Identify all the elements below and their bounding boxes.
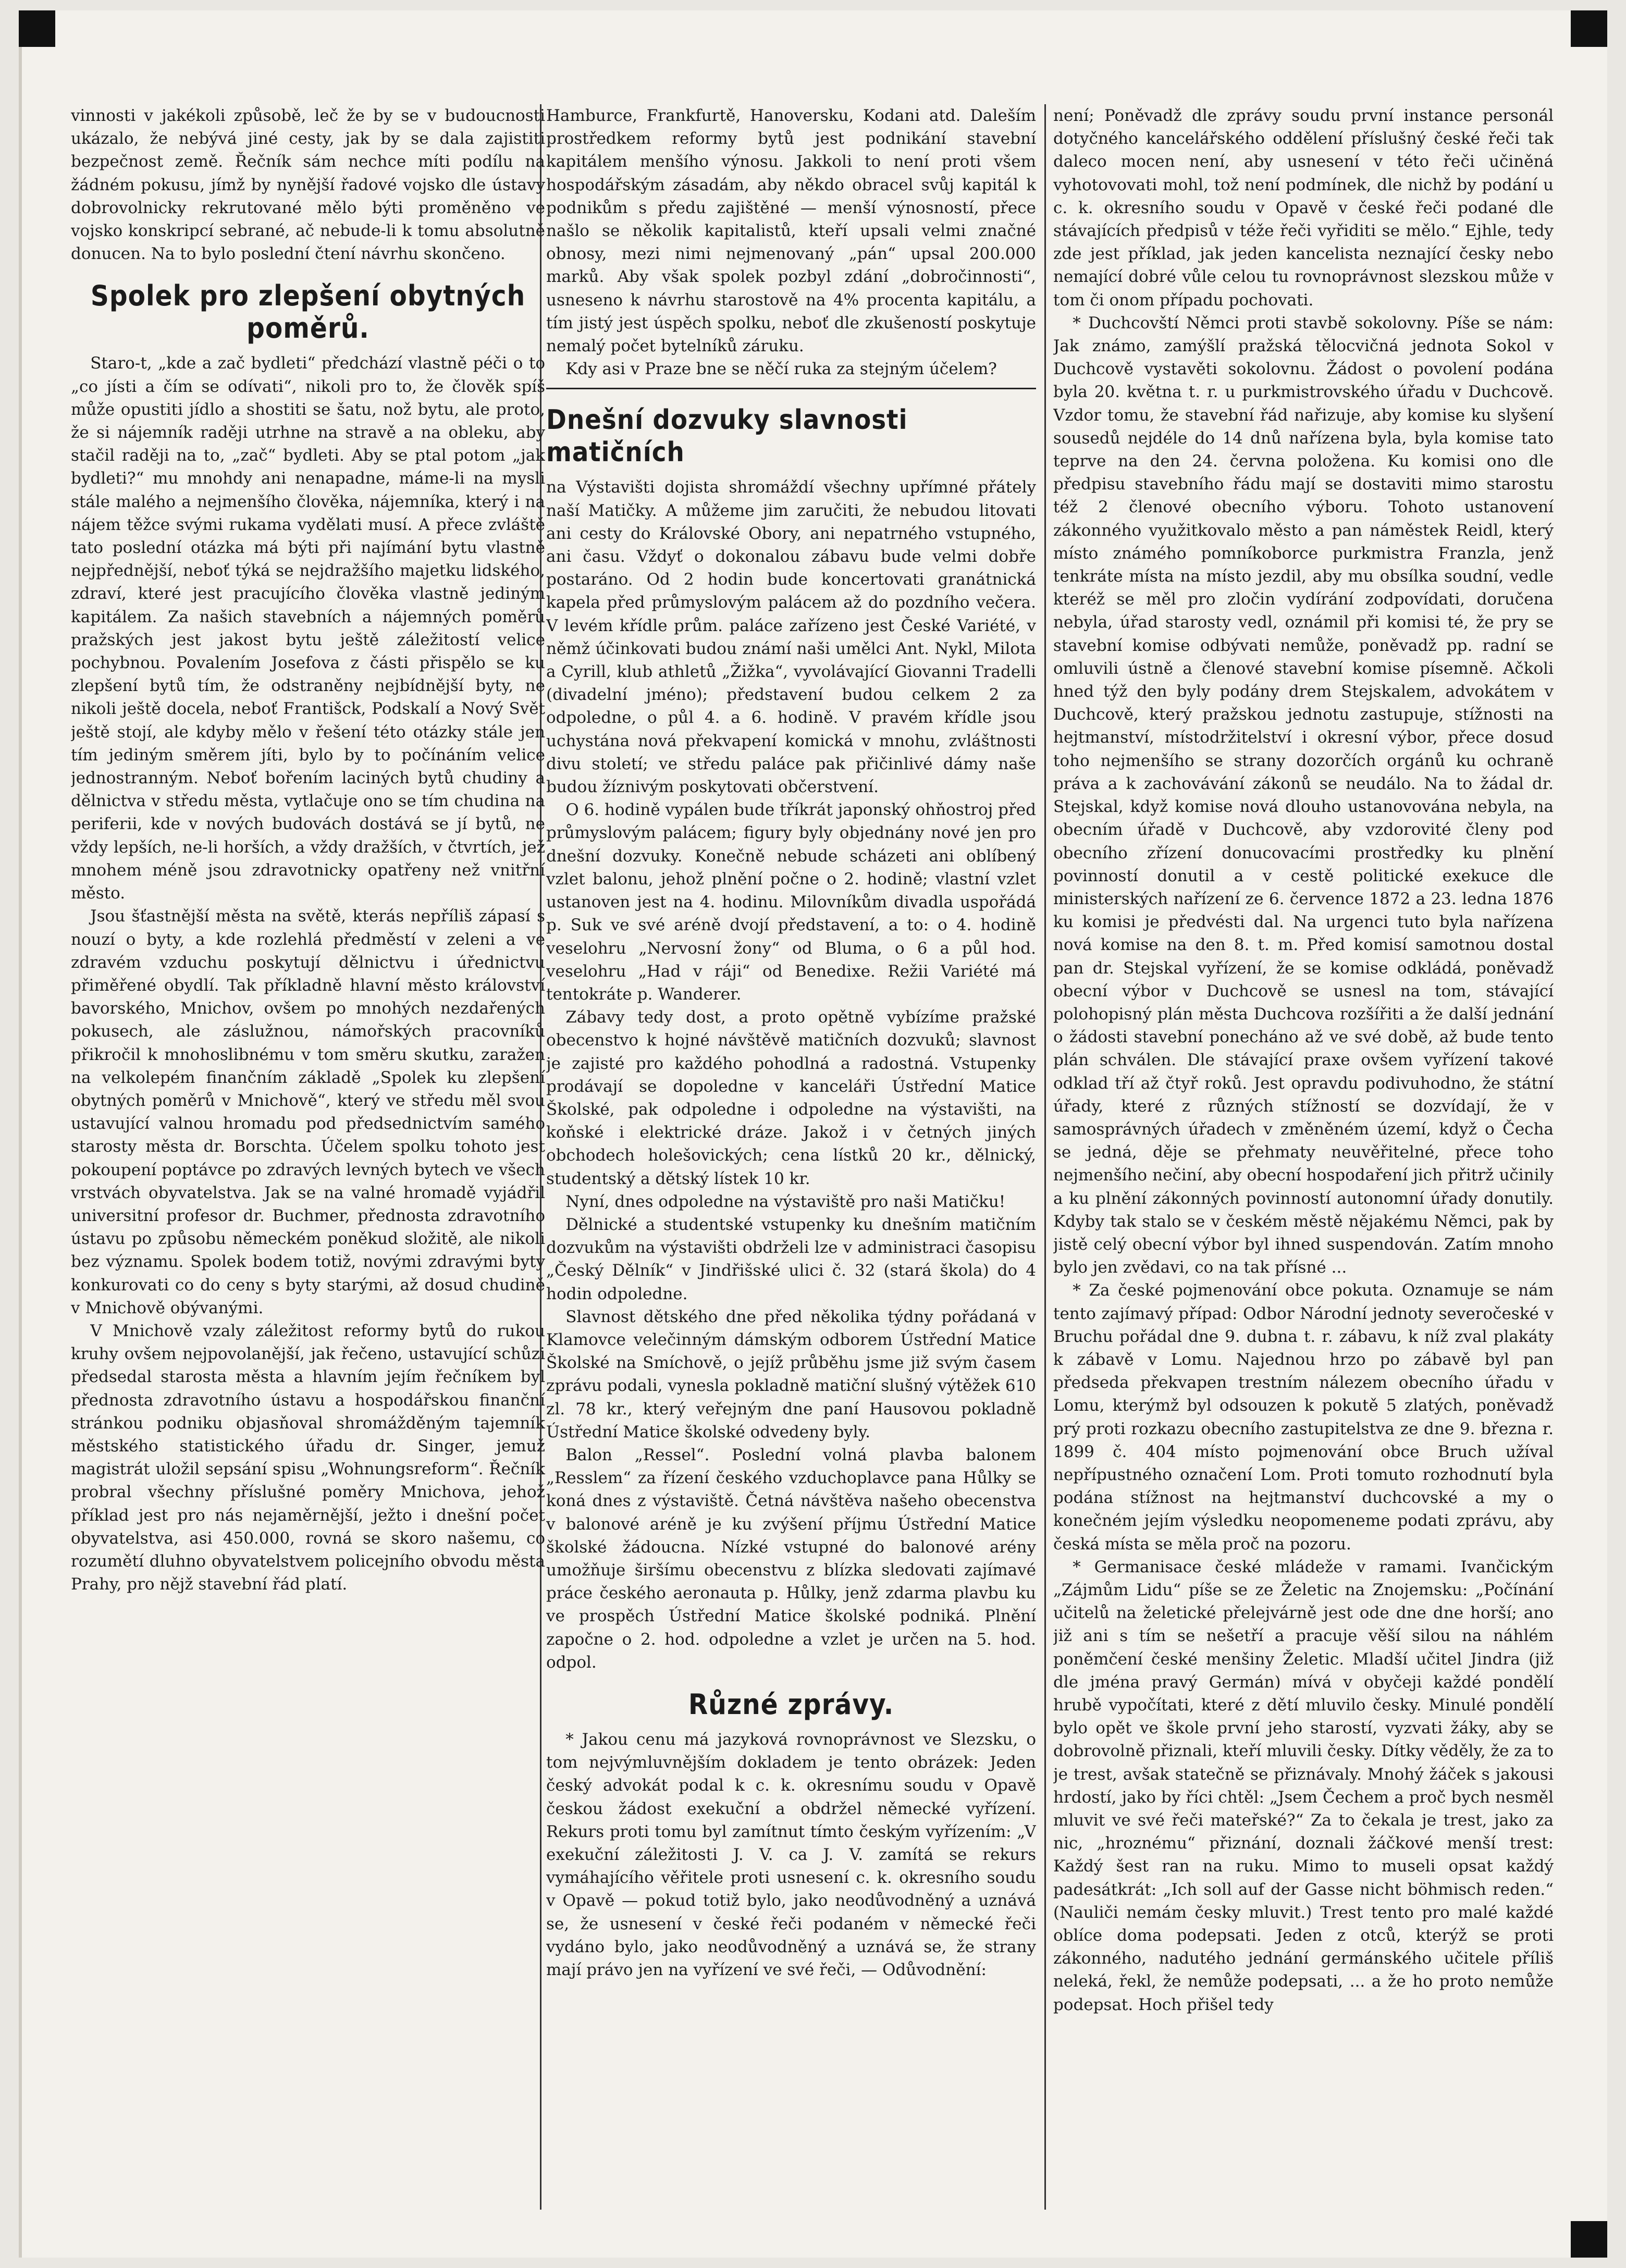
paragraph: Zábavy tedy dost, a proto opětně vybízíme pražské obecenstvo k hojné návštěvě matičních dozvuků; slavnost je zajisté pro každého pohodlná a radostná. Vstupenky prodávají se dopoledne v kanceláři Ústřední Matice Školské, pak odpoledne i odpoledne na výstavišti, na koňské i elektrické dráze. Jakož i v četných jiných obchodech holešovických; cena lístků 20 kr., dělnický, studentský a dětský lístek 10 kr. bbox=[546, 1008, 1036, 1188]
section-heading-dozvuky: Dnešní dozvuky slavnosti matičních bbox=[546, 404, 908, 469]
article-continuation: není; Poněvadž dle zprávy soudu první instance personál dotyčného kancelářského oddělení příslušný české řeči tak daleco mocen není, aby usnesení v této řeči učiněná vyhotovovati mohl, tož není podmínek, dle nichž by podání u c. k. okresního soudu v Opavě v české řeči podané dle stávajících předpisů v téže řeči vyřiditi se mělo.“ Ejhle, tedy zde jest příklad, jak jeden kancelista neznající česky nebo nemající dobré vůle celou tu rovnoprávnost slezskou může v tom či onom případu pochovati. bbox=[1053, 106, 1554, 310]
corner-mark-bottom-right bbox=[1571, 2221, 1607, 2258]
paragraph: * Jakou cenu má jazyková rovnoprávnost ve Slezsku, o tom nejvýmluvnějším dokladem je tento obrázek: Jeden český advokát podal k c. k. okresnímu soudu v Opavě českou žádost exekuční a obdržel německé vyřízení. Rekurs proti tomu byl zamítnut tímto českým vyřízením: „V exekuční záležitosti J. V. ca J. V. zamítá se rekurs vymáhajícího věřitele proti usnesení c. k. okresního soudu v Opavě — pokud totiž bylo, jako neodůvodněný a uznává se, že usnesení v české řeči podaném v německé řeči vydáno bylo, jako neodůvodněný a uznává se, že strany mají právo jen na vyřízení ve své řeči, — Odůvodnění: bbox=[546, 1730, 1036, 1980]
paragraph: * Duchcovští Němci proti stavbě sokolovny. Píše se nám: Jak známo, zamýšlí pražská tělocvičná jednota Sokol v Duchcově vystavěti sokolovnu. Žádost o povolení podána byla 20. května t. r. u purkmistrovského úřadu v Duchcově. Vzdor tomu, že stavební řád nařizuje, aby komise ku slyšení sousedů nejdéle do 14 dnů nařízena byla, byla komise tato teprve na den 24. června položena. Ku komisi ono dle předpisu stavebního řádu mají se dostaviti mimo starostu též 2 členové obecního výboru. Tohoto ustanovení zákonného využitkovalo město a pan náměstek Reidl, který místo známého pomníkoborce purkmistra Franzla, jenž tenkráte místa na místo jezdil, aby mu obsílka soudní, vedle kteréž se měl pro zločin vydírání zodpovídati, doručena nebyla, úřad starosty vedl, oznámil při komisi té, že pry se stavební komise odbývati nemůže, poněvadž pp. radní se omluvili ústně a členové stavební komise písemně. Ačkoli hned týž den byly podány drem Stejskalem, advokátem v Duchcově, který pražskou jednotu zastupuje, stížnosti na hejtmanství, místodržitelství i okresní výbor, přece dosud toho nejmenšího se strany dozorčích orgánů ku ochraně práva a k zachovávání zákonů se neudálo. Na to žádal dr. Stejskal, když komise nová dlouho ustanovována nebyla, na obecním úřadě v Duchcově, aby vzdorovité členy pod obecního zřízení donucovacími prostředky ku plnění povinností donutil a v cestě politické exekuce dle ministerských nařízení ze 6. července 1872 a 23. ledna 1876 ku komisi je předvésti dal. Na urgenci tuto byla nařízena nová komise na den 8. t. m. Před komisí samotnou dostal pan dr. Stejskal vyřízení, že se komise odkládá, poněvadž obecní výbor v Duchcově se usnesl na tom, stávající polohopisný plán města Duchcova rozšířiti a že další jednání o žádosti stavební ponecháno až ve své době, až bude tento plán schválen. Dle stávající praxe ovšem vyřízení takové odklad tří až čtyř roků. Jest opravdu podivuhodno, že státní úřady, které z různých stížností se dozvídají, že v samosprávných úřadech v změněném území, když o Čecha se jedná, děje se přehmaty neuvěřitelné, přece toho nejmenšího nečiní, aby obecní hospodaření jich přitrž učinily a ku plnění zákonných povinností autonomní úřady donutily. Kdyby tak stalo se v českém městě nějakému Němci, pak by jistě celý obecní výbor byl ihned suspendován. Zatím mnoho bylo jen zvědavi, co na tak přísné ... bbox=[1053, 313, 1554, 1277]
paragraph: Balon „Ressel“. Poslední volná plavba balonem „Resslem“ za řízení českého vzduchoplavce pana Hůlky se koná dnes z výstaviště. Četná návštěva našeho obecenstva v balonové aréně je ku zvýšení příjmu Ústřední Matice školské žádoucna. Nízké vstupné do balonové arény umožňuje širšímu obecenstvu z blízka sledovati zajímavé práce českého aeronauta p. Hůlky, jenž zdarma plavbu ku ve prospěch Ústřední Matice školské podniká. Plnění započne o 2. hod. odpoledne a vzlet je určen na 5. hod. odpol. bbox=[546, 1445, 1036, 1672]
paragraph: Kdy asi v Praze bne se něčí ruka za stejným účelem? bbox=[565, 360, 997, 379]
page-edge bbox=[19, 10, 22, 2258]
column-rule-2 bbox=[1044, 104, 1046, 2210]
paragraph: Dělnické a studentské vstupenky ku dnešním matičním dozvukům na výstavišti obdrželi lze v administraci časopisu „Český Dělník“ v Jindřišské ulici č. 32 (stará škola) do 4 hodin odpoledne. bbox=[546, 1215, 1036, 1303]
column-middle bbox=[546, 104, 1036, 2210]
paragraph: na Výstavišti dojista shromáždí všechny upřímné přátely naší Matičky. A můžeme jim zaručiti, že nebudou litovati ani cesty do Královské Obory, ani nepatrného vstupného, ani času. Vždyť o dokonalou zábavu bude velmi dobře postaráno. Od 2 hodin bude koncertovati granátnická kapela před průmyslovým palácem až do pozdního večera. V levém křídle prům. paláce zařízeno jest České Variété, v němž účinkovati budou známí naši umělci Ant. Nykl, Milota a Cyrill, klub athletů „Žižka“, vyvolávající Giovanni Tradelli (divadelní jméno); představení budou celkem 2 za odpoledne, o půl 4. a 6. hodině. V pravém křídle jsou uchystána nová překvapení komická v mnohu, zvláštnosti divu století; ve středu paláce pak přičinlivé dámy naše budou žíznivým poskytovati občerstvení. bbox=[546, 478, 1036, 797]
corner-mark-top-left bbox=[19, 10, 55, 47]
article-continuation: Hamburce, Frankfurtě, Hanoversku, Kodani atd. Daleším prostředkem reformy bytů jest podnikání stavební kapitálem menšího výnosu. Jakkoli to není proti všem hospodářským zásadám, aby někdo obracel svůj kapitál k podnikům s předu zajištěné — menší výnosností, přece našlo se několik kapitalistů, kteří upsali velmi značné obnosy, mezi nimi nejmenovaný „pán“ upsal 200.000 marků. Aby však spolek pozbyl zdání „dobročinnosti“, usneseno k návrhu starostově na 4% procenta kapitálu, a tím jistý jest úspěch spolku, neboť dle zkušeností poskytuje nemalý počet bytelníků záruku. bbox=[546, 106, 1036, 356]
section-heading-spolek: Spolek pro zlepšení obytných poměrů. bbox=[90, 279, 526, 345]
paragraph: * Za české pojmenování obce pokuta. Oznamuje se nám tento zajímavý případ: Odbor Národní jednoty severočeské v Bruchu pořádal dne 9. dubna t. r. zábavu, k níž zval plakáty k zábavě v Lomu. Najednou hrzo po zábavě byl pan předseda překvapen trestním nálezem obecního úřadu v Lomu, kterýmž byl odsouzen k pokutě 5 zlatých, poněvadž prý proti rozkazu obecního zastupitelstva ze dne 9. března r. 1899 č. 404 místo pojmenování obce Bruch užíval nepřípustného označení Lom. Proti tomuto rozhodnutí byla podána stížnost na hejtmanství duchcovské a my o konečném jejím výsledku neopomeneme podati zprávu, aby česká místa se měla proč na pozoru. bbox=[1053, 1281, 1554, 1554]
corner-mark-top-right bbox=[1571, 10, 1607, 47]
article-continuation: vinnosti v jakékoli způsobě, leč že by se v budoucnosti ukázalo, že nebývá jiné cesty, jak by se dala zajistiti bezpečnost země. Řečník sám nechce míti podílu na žádném pokusu, jímž by nynější řadové vojsko dle ústavy dobrovolnicky rekrutované mělo býti proměněno ve vojsko konskripcí sebrané, ač nebude-li k tomu absolutně donucen. Na to bylo poslední čtení návrhu skončeno. bbox=[71, 106, 545, 264]
paragraph: * Germanisace české mládeže v ramami. Ivančickým „Zájmům Lidu“ píše se ze Želetic na Znojemsku: „Počínání učitelů na želetické přelejvárně jest ode dne dne horší; ano již ani s tím se nešetří a pracuje věší silou na náhlém poněmčení české menšiny Želetic. Mladší učitel Jindra (již dle jména pravý Germán) mívá v obyčeji každé pondělí hrubě vypočítati, které z dětí mluvilo česky. Minulé pondělí bylo opět ve škole první jeho starostí, vyzvati žáky, aby se dobrovolně přiznali, kteří mluvili česky. Dítky věděly, že za to je trest, avšak statečně se přiznávaly. Mnohý žáček s jakousi hrdostí, jako by říci chtěl: „Jsem Čechem a proč bych nesměl mluvit ve své řeči mateřské?“ Za to čekala je trest, jako za nic, „hroznému“ přiznání, doznali žáčkové menší trest: Každý šest ran na ruku. Mimo to museli opsat každý padesátkrát: „Ich soll auf der Gasse nicht böhmisch reden.“ (Nauliči nemám česky mluvit.) Trest tento pro malé každé oblíce doma podepsati. Jeden z otců, kterýž se proti zákonného, nadutého jednání germánského učitele příliš neleká, řekl, že nemůže podepsati, ... a že ho proto nemůže podepsat. Hoch přišel tedy bbox=[1053, 1557, 1554, 2014]
column-left bbox=[71, 104, 545, 2210]
paragraph: V Mnichově vzaly záležitost reformy bytů do rukou kruhy ovšem nejpovolanější, jak řečeno, ustavující schůzi předsedal starosta města a hlavním jejím řečníkem byl přednosta zdravotního ústavu a hospodářskou finanční stránkou podniku objasňoval shromážděným tajemník městského statistického úřadu dr. Singer, jemuž magistrát uložil sepsání spisu „Wohnungsreform“. Řečník probral všechny příslušné poměry Mnichova, jehož příklad jest pro nás nejaměrnější, ježto i dnešní počet obyvatelstva, asi 450.000, rovná se skoro našemu, co rozumětí dluhno obyvatelstvem policejního obvodu města Prahy, pro nějž stavební řád platí. bbox=[71, 1321, 545, 1594]
paragraph: Staro-t, „kde a zač bydleti“ předchází vlastně péči o to „co jísti a čím se odívati“, nikoli pro to, že člověk spíš může opustiti jídlo a shostiti se šatu, nož bytu, ale proto, že si nájemník raději utrhne na stravě a na obleku, aby stačil raději na to, „zač“ bydleti. Aby se ptal potom „jak bydleti?“ mu mnohdy ani nenapadne, máme-li na mysli stále malého a nejmenšího člověka, nájemníka, který i na nájem těžce svými rukama vydělati musí. A přece zvláště tato poslední otázka má býti při najímání bytu vlastně nejpřednější, neboť týká se nejdražšího majetku lidského, zdraví, které jest pracujícího člověka vlastně jediným kapitálem. Za našich stavebních a nájemných poměrů pražských jest jakost bytu ještě záležitostí velice pochybnou. Povalením Josefova z části přispělo se ku zlepšení bytů tím, že odstraněny nejbídnější byty, ne nikoli ještě docela, neboť Františck, Podskalí a Nový Svět ještě stojí, ale kdyby mělo v řešení této otázky stále jen tím jediným směrem jíti, bylo by to počínáním velice jednostranným. Neboť bořením laciných bytů chudiny a dělnictva v středu města, vytlačuje ono se tím chudina na periferii, kde v nových budovách dostává se jí bytů, ne vždy lepších, ne-li horších, a vždy dražších, v čtvrtích, jež mnohem méně jsou zdravotnicky opatřeny než vnitřní město. bbox=[71, 354, 545, 903]
paragraph: Slavnost dětského dne před několika týdny pořádaná v Klamovce velečinným dámským odborem Ústřední Matice Školské na Smíchově, o jejíž průběhu jsme již svým časem zprávu podali, vynesla pokladně matiční slušný výtěžek 610 zl. 78 kr., který veřejným dne paní Hausovou pokladně Ústřední Matice školské odvedeny byly. bbox=[546, 1307, 1036, 1441]
paragraph: Jsou šťastnější města na světě, kterás nepříliš zápasí s nouzí o byty, a kde rozlehlá předměstí v zeleni a ve zdravém vzduchu poskytují dělnictvu i úřednictvu přiměřené obydlí. Tak příkladně hlavní město království bavorského, Mnichov, ovšem po mnohých nezdařených pokusech, ale záslužnou, námořských pracovníků přikročil k mnohoslibnému v tom směru skutku, zaražen na velkolepém finančním základě „Spolek ku zlepšení obytných poměrů v Mnichově“, který ve středu měl svou ustavující valnou hromadu pod předsednictvím samého starosty města dr. Borschta. Účelem spolku tohoto jest pokoupení poptávce po zdravých levných bytech ve všech vrstvách obyvatelstva. Jak se na valné hromadě vyjádřil universitní profesor dr. Buchmer, přednosta zdravotního ústavu po způsobu německém poněkud složitě, ale nikoli bez významu. Spolek bodem totiž, novými zdravými byty konkurovati co do ceny s byty starými, až dosud chudině v Mnichově obývanými. bbox=[71, 907, 545, 1317]
newspaper-page bbox=[19, 10, 1607, 2258]
column-right bbox=[1053, 104, 1554, 2210]
paragraph: Nyní, dnes odpoledne na výstaviště pro naši Matičku! bbox=[565, 1192, 1006, 1211]
section-heading-ruzne: Různé zprávy. bbox=[688, 1688, 894, 1721]
paragraph: O 6. hodině vypálen bude tříkrát japonský ohňostroj před průmyslovým palácem; figury byly objednány nové jen pro dnešní dozvuky. Konečně nebude scházeti ani oblíbený vzlet balonu, jehož plnění počne o 2. hodině; vlastní vzlet ustanoven jest na 4. hodinu. Milovníkům divadla uspořádá p. Suk ve své aréně dvojí představení, a to: o 4. hodině veselohru „Nervosní žony“ od Bluma, o 6 a půl hod. veselohru „Had v ráji“ od Benedixe. Režii Variété má tentokráte p. Wanderer. bbox=[546, 800, 1036, 1004]
divider bbox=[546, 388, 1036, 389]
